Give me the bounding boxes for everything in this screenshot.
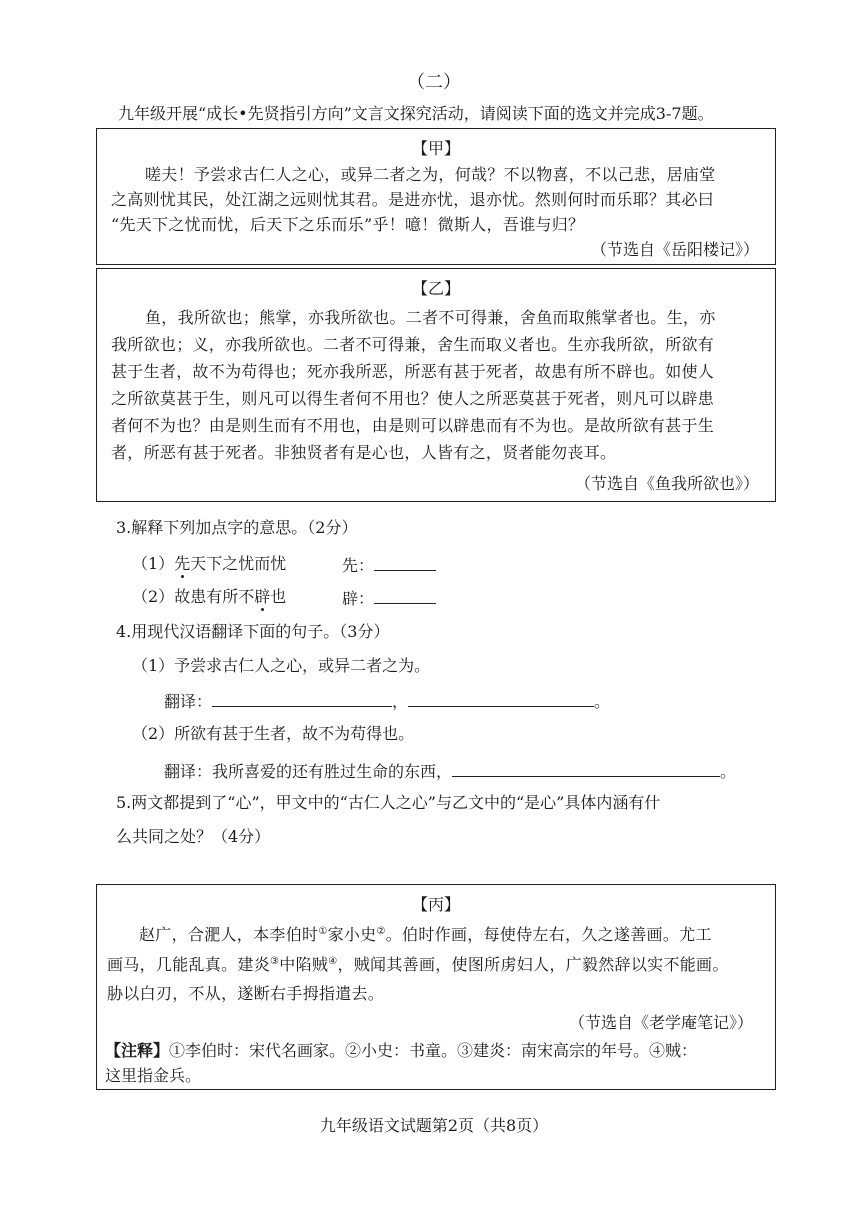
q3-item-num: （2） bbox=[132, 587, 175, 606]
answer-blank[interactable] bbox=[374, 589, 436, 604]
passage-yi-line: 之所欲莫甚于生，则凡可以得生者何不用也？使人之所恶莫甚于死者，则凡可以辟患 bbox=[111, 389, 715, 408]
q3-item-pre: 故患有所不 bbox=[174, 587, 255, 606]
passage-bing-source: （节选自《老学庵笔记》） bbox=[568, 1013, 753, 1032]
q3-stem: 3.解释下列加点字的意思。（2分） bbox=[116, 518, 358, 537]
annotation-text: ①李伯时：宋代名画家。②小史：书童。③建炎：南宋高宗的年号。④贼： bbox=[169, 1041, 698, 1060]
passage-yi-line: 鱼，我所欲也；熊掌，亦我所欲也。二者不可得兼，舍鱼而取熊掌者也。生，亦 bbox=[145, 308, 716, 327]
q3-item-num: （1） bbox=[132, 554, 175, 573]
q5-line-1: 5.两文都提到了“心”，甲文中的“古仁人之心”与乙文中的“是心”具体内涵有什 bbox=[116, 793, 661, 812]
text-run: 家小史 bbox=[327, 925, 377, 944]
q3-target: 辟： bbox=[342, 589, 375, 608]
passage-yi-heading: 【乙】 bbox=[411, 279, 460, 298]
passage-yi-line: 者，所恶有甚于死者。非独贤者有是心也，人皆有之，贤者能勿丧耳。 bbox=[111, 443, 617, 462]
section-title: （二） bbox=[407, 72, 461, 93]
q3-answer-1 bbox=[342, 556, 436, 574]
translate-label: 翻译：我所喜爱的还有胜过生命的东西， bbox=[164, 762, 453, 781]
page-footer: 九年级语文试题第2页（共8页） bbox=[319, 1116, 549, 1135]
footnote-mark: ④ bbox=[328, 956, 338, 967]
period: 。 bbox=[594, 692, 611, 711]
answer-blank[interactable] bbox=[452, 762, 720, 777]
passage-jia-source: （节选自《岳阳楼记》） bbox=[590, 240, 759, 259]
passage-yi-line: 甚于生者，故不为苟得也；死亦我所恶，所恶有甚于死者，故患有所不辟也。如使人 bbox=[111, 362, 715, 381]
q3-item-2 bbox=[132, 589, 286, 605]
passage-yi-line: 我所欲也；义，亦我所欲也。二者不可得兼，舍生而取义者也。生亦我所欲，所欲有 bbox=[111, 335, 715, 354]
annotation-line: 这里指金兵。 bbox=[105, 1066, 202, 1085]
q5-line-2: 么共同之处？（4分） bbox=[116, 827, 271, 846]
answer-blank[interactable] bbox=[212, 692, 392, 707]
dotted-char: 辟 bbox=[254, 587, 271, 606]
comma: ， bbox=[392, 692, 409, 711]
q3-item-post: 天下之忧而忧 bbox=[190, 554, 287, 573]
passage-yi-line: 者何不为也？由是则生而有不用也，由是则可以辟患而有不为也。是故所欲有甚于生 bbox=[111, 416, 715, 435]
passage-bing-line bbox=[107, 957, 729, 973]
passage-bing-line bbox=[139, 927, 712, 943]
text-run: 赵广，合淝人，本李伯时 bbox=[139, 925, 319, 944]
q4-item-1: （1）予尝求古仁人之心，或异二者之为。 bbox=[132, 656, 431, 675]
footnote-mark: ② bbox=[376, 926, 386, 937]
annotation-label: 【注释】 bbox=[105, 1041, 170, 1060]
passage-jia-line: “先天下之忧而忧，后天下之乐而乐”乎！噫！微斯人，吾谁与归？ bbox=[111, 215, 585, 234]
q3-item-post: 也 bbox=[270, 587, 287, 606]
passage-yi-source: （节选自《鱼我所欲也》） bbox=[574, 474, 759, 493]
q4-stem: 4.用现代汉语翻译下面的句子。（3分） bbox=[116, 622, 390, 641]
dotted-char: 先 bbox=[174, 554, 191, 573]
period: 。 bbox=[720, 762, 737, 781]
passage-jia-line: 之高则忧其民，处江湖之远则忧其君。是进亦忧，退亦忧。然则何时而乐耶？其必曰 bbox=[111, 190, 715, 209]
q3-item-1 bbox=[132, 556, 286, 572]
footnote-mark: ③ bbox=[270, 956, 280, 967]
text-run: 画马，几能乱真。建炎 bbox=[107, 955, 271, 974]
q3-target: 先： bbox=[342, 556, 375, 575]
passage-jia-box bbox=[96, 128, 776, 265]
answer-blank[interactable] bbox=[408, 692, 594, 707]
intro-text: 九年级开展“成长•先贤指引方向”文言文探究活动，请阅读下面的选文并完成3-7题。 bbox=[118, 104, 714, 123]
passage-bing-line: 胁以白刃，不从，遂断右手拇指遣去。 bbox=[107, 984, 385, 1003]
q4-answer-2 bbox=[164, 762, 736, 780]
text-run: 中陷贼 bbox=[279, 955, 329, 974]
text-run: 。伯时作画，每使侍左右，久之遂善画。尤工 bbox=[385, 925, 712, 944]
passage-jia-heading: 【甲】 bbox=[411, 139, 460, 158]
text-run: ，贼闻其善画，使图所虏妇人，广毅然辞以实不能画。 bbox=[337, 955, 729, 974]
passage-bing-box bbox=[96, 884, 776, 1090]
passage-bing-heading: 【丙】 bbox=[411, 895, 460, 914]
q4-answer-1 bbox=[164, 692, 610, 710]
q4-item-2: （2）所欲有甚于生者，故不为苟得也。 bbox=[132, 724, 415, 743]
passage-jia-line: 嗟夫！予尝求古仁人之心，或异二者之为，何哉？不以物喜，不以己悲，居庙堂 bbox=[145, 165, 716, 184]
footnote-mark: ① bbox=[318, 926, 328, 937]
answer-blank[interactable] bbox=[374, 556, 436, 571]
annotation-line bbox=[105, 1043, 697, 1059]
passage-yi-box bbox=[96, 268, 776, 502]
q3-answer-2 bbox=[342, 589, 436, 607]
translate-label: 翻译： bbox=[164, 692, 213, 711]
